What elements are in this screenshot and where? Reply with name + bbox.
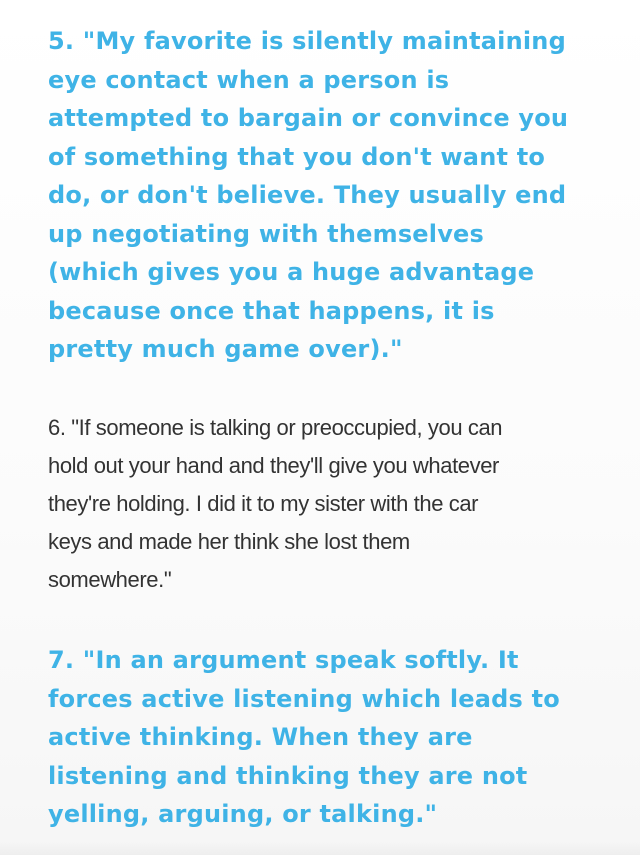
tip-6-line: hold out your hand and they'll give you whatever [48, 453, 499, 478]
tip-5-line: up negotiating with themselves [48, 219, 485, 248]
tip-6-line: they're holding. I did it to my sister with the car [48, 491, 479, 516]
tip-6-line: 6. "If someone is talking or preoccupied, you can [48, 415, 503, 440]
page-bottom-edge [0, 841, 640, 855]
tip-6-line: somewhere." [48, 567, 172, 592]
tip-5-line: because once that happens, it is [48, 296, 495, 325]
tip-5-line: do, or don't believe. They usually end [48, 181, 567, 209]
tip-6-line: keys and made her think she lost them [48, 529, 410, 554]
tip-7-line: active thinking. When they are [48, 723, 473, 751]
tip-5-line: attempted to bargain or convince you [48, 104, 569, 132]
tip-5-line: of something that you don't want to [48, 142, 546, 171]
tip-7-line: forces active listening which leads to [48, 684, 560, 713]
tip-5-line: pretty much game over)." [48, 335, 403, 363]
tip-7-line: listening and thinking they are not [48, 761, 528, 790]
tip-7-line: yelling, arguing, or talking." [48, 800, 438, 828]
tip-5-line: (which gives you a huge advantage [48, 258, 535, 286]
tip-7-paragraph [48, 641, 608, 834]
tip-5-line: 5. "My favorite is silently maintaining [48, 27, 566, 55]
tip-6-paragraph [48, 409, 608, 599]
tip-5-line: eye contact when a person is [48, 65, 450, 94]
tip-5-paragraph [48, 22, 608, 369]
tip-7-line: 7. "In an argument speak softly. It [48, 646, 519, 674]
